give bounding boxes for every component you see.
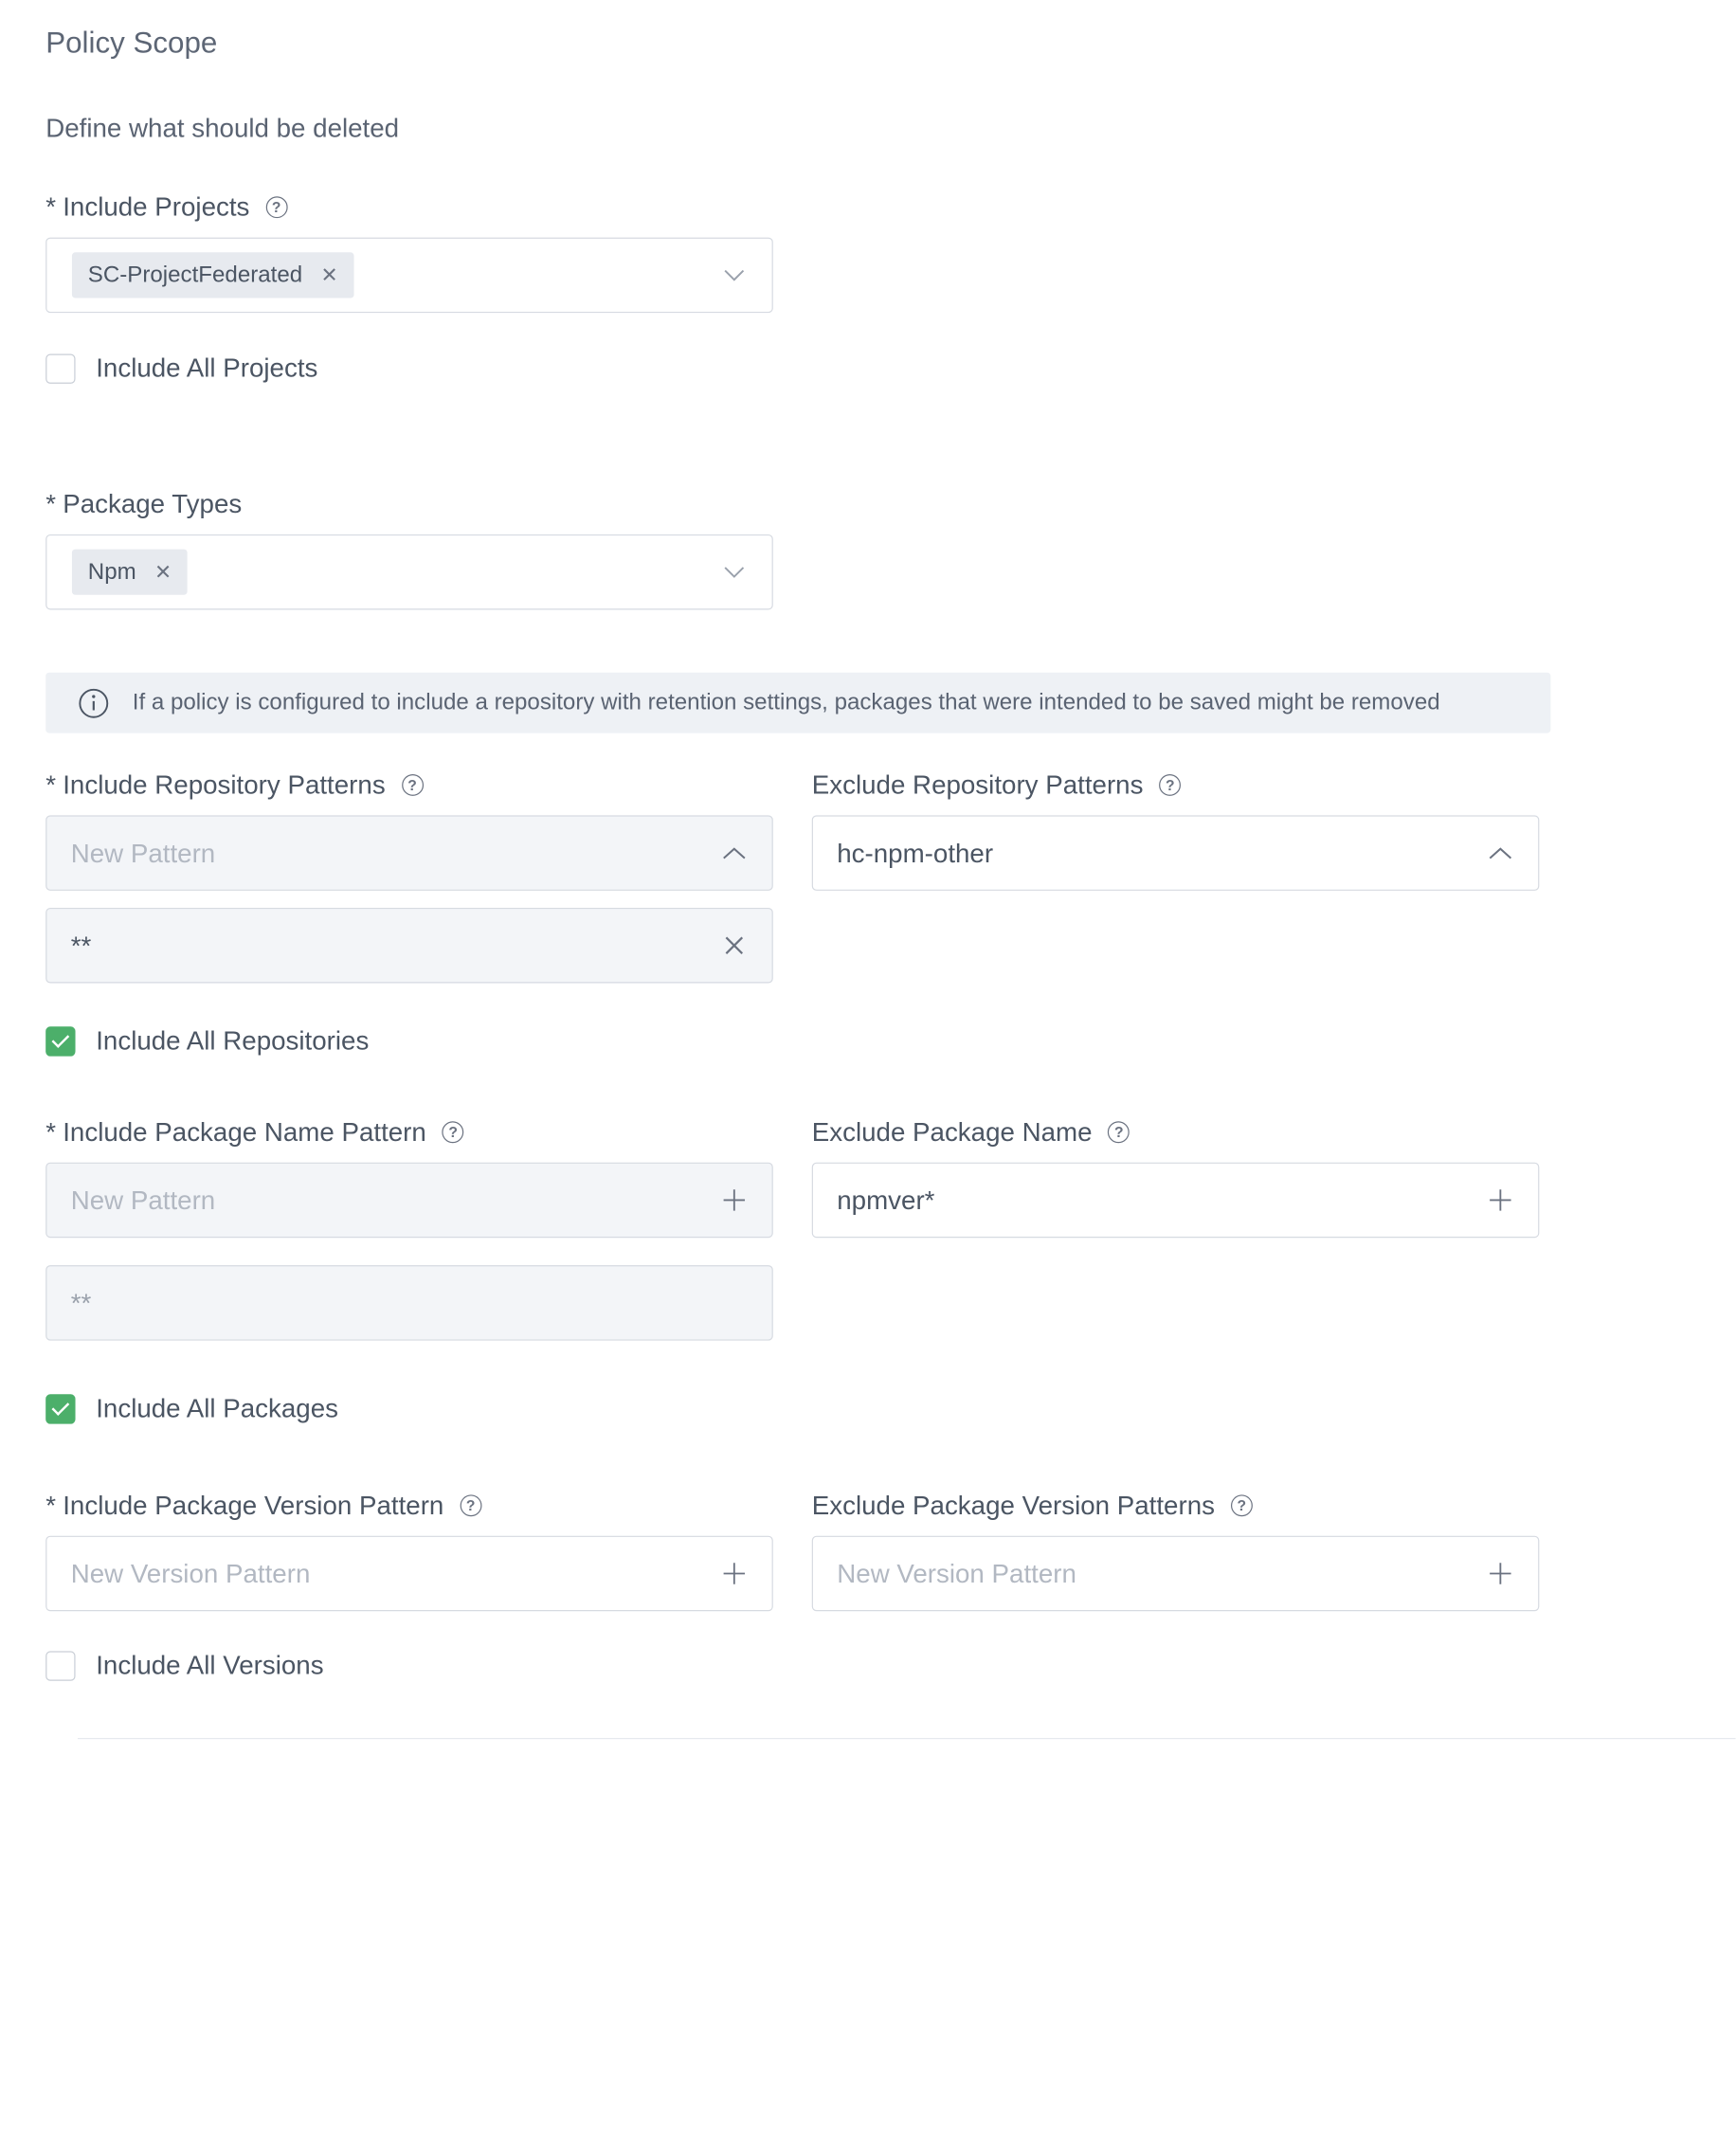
required-marker: * [45, 769, 56, 800]
exclude-repository-patterns-label [812, 769, 1181, 801]
info-banner-message: If a policy is configured to include a repository with retention settings, packages that were intended to be saved might be removed [132, 689, 1440, 715]
package-types-label [45, 489, 242, 520]
exclude-package-name-input[interactable] [812, 1163, 1540, 1239]
help-icon[interactable]: ? [402, 774, 424, 796]
include-all-repositories-label: Include All Repositories [96, 1025, 370, 1056]
include-all-packages-checkbox[interactable] [45, 1394, 75, 1423]
package-types-select[interactable] [45, 534, 773, 610]
exclude-repository-pattern-input[interactable] [812, 815, 1540, 891]
chevron-up-icon[interactable] [722, 841, 748, 866]
package-type-tag [72, 550, 188, 595]
include-all-versions-checkbox[interactable] [45, 1651, 75, 1680]
include-repository-pattern-placeholder: New Pattern [70, 837, 216, 868]
section-subtitle: Define what should be deleted [45, 113, 400, 143]
help-icon[interactable]: ? [1159, 774, 1181, 796]
help-icon[interactable]: ? [460, 1494, 481, 1516]
include-projects-label [45, 191, 287, 223]
include-repository-patterns-label-text: Include Repository Patterns [63, 769, 386, 800]
include-package-version-pattern-label-text: Include Package Version Pattern [63, 1490, 444, 1520]
include-repository-pattern-value: ** [70, 930, 92, 960]
exclude-package-version-pattern-input[interactable] [812, 1536, 1540, 1612]
include-package-version-pattern-placeholder: New Version Pattern [70, 1558, 311, 1588]
include-package-name-pattern-label-text: Include Package Name Pattern [63, 1116, 426, 1147]
package-types-label-text: Package Types [63, 488, 243, 519]
close-icon[interactable] [722, 932, 748, 958]
plus-icon[interactable] [1488, 1187, 1513, 1213]
plus-icon[interactable] [722, 1561, 748, 1586]
help-icon[interactable]: ? [265, 196, 287, 218]
exclude-package-version-patterns-label-text: Exclude Package Version Patterns [811, 1490, 1215, 1520]
exclude-package-version-pattern-placeholder: New Version Pattern [837, 1558, 1076, 1588]
info-banner [45, 673, 1550, 733]
chevron-up-icon[interactable] [1488, 841, 1513, 866]
include-all-repositories-checkbox[interactable] [45, 1026, 75, 1056]
include-repository-patterns-label [45, 769, 423, 801]
include-projects-label-text: Include Projects [63, 191, 250, 222]
exclude-package-name-label-text: Exclude Package Name [811, 1116, 1093, 1147]
section-divider [78, 1738, 1736, 1739]
plus-icon[interactable] [722, 1187, 748, 1213]
include-package-name-pattern-label [45, 1116, 463, 1148]
exclude-repository-pattern-value: hc-npm-other [837, 837, 994, 868]
include-all-versions-label: Include All Versions [96, 1650, 324, 1680]
exclude-package-name-label [812, 1116, 1130, 1148]
exclude-package-name-value: npmver* [837, 1185, 935, 1215]
include-package-version-pattern-label [45, 1491, 481, 1522]
chevron-down-icon[interactable] [722, 262, 748, 288]
include-all-projects-checkbox[interactable] [45, 354, 75, 384]
required-marker: * [45, 1116, 56, 1147]
exclude-repository-patterns-label-text: Exclude Repository Patterns [811, 769, 1144, 800]
include-package-name-pattern-input[interactable] [45, 1163, 773, 1239]
include-package-name-pattern-item [45, 1265, 773, 1341]
include-projects-select[interactable] [45, 238, 773, 314]
include-repository-pattern-input[interactable] [45, 815, 773, 891]
required-marker: * [45, 191, 56, 222]
include-repository-pattern-item [45, 908, 773, 984]
include-package-name-pattern-value: ** [70, 1287, 92, 1317]
required-marker: * [45, 488, 56, 519]
section-title: Policy Scope [45, 25, 218, 60]
exclude-package-version-patterns-label [812, 1491, 1253, 1522]
project-tag-label: SC-ProjectFederated [87, 262, 303, 288]
project-tag [72, 252, 354, 298]
chevron-down-icon[interactable] [722, 559, 748, 585]
plus-icon[interactable] [1488, 1561, 1513, 1586]
help-icon[interactable]: ? [1231, 1494, 1253, 1516]
remove-tag-icon[interactable]: ✕ [154, 560, 172, 584]
help-icon[interactable]: ? [1108, 1121, 1130, 1143]
help-icon[interactable]: ? [443, 1121, 464, 1143]
info-icon [78, 687, 110, 719]
include-package-name-pattern-placeholder: New Pattern [70, 1185, 216, 1215]
package-type-tag-label: Npm [87, 558, 136, 585]
include-all-projects-label: Include All Projects [96, 353, 318, 383]
remove-tag-icon[interactable]: ✕ [320, 262, 338, 286]
include-all-packages-label: Include All Packages [96, 1393, 338, 1423]
required-marker: * [45, 1490, 56, 1520]
include-package-version-pattern-input[interactable] [45, 1536, 773, 1612]
